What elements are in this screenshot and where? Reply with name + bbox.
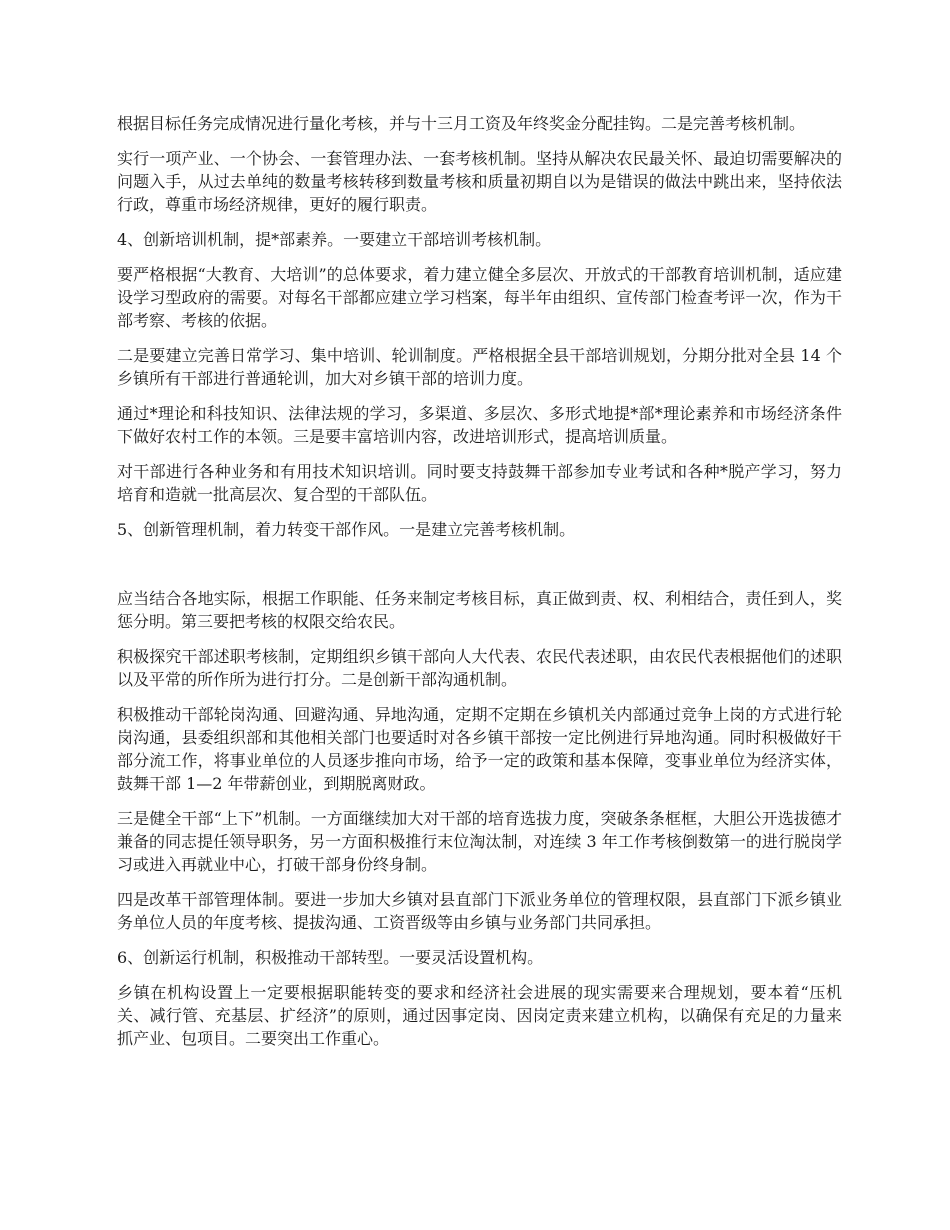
paragraph: 要严格根据“大教育、大培训”的总体要求，着力建立健全多层次、开放式的干部教育培训机制，适应建设学习型政府的需要。对每名干部都应建立学习档案，每半年由组织、宣传部门检查考评一次，作为干部考察、考核的依据。 <box>117 265 842 330</box>
paragraph: 实行一项产业、一个协会、一套管理办法、一套考核机制。坚持从解决农民最关怀、最迫切需要解决的问题入手，从过去单纯的数量考核转移到数量考核和质量初期自以为是错误的做法中跳出来，坚持依法行政，尊重市场经济规律，更好的履行职责。 <box>117 149 842 214</box>
section-heading: 6、创新运行机制，积极推动干部转型。一要灵活设置机构。 <box>117 948 544 967</box>
paragraph: 积极探究干部述职考核制，定期组织乡镇干部向人大代表、农民代表述职，由农民代表根据他们的述职以及平常的所作所为进行打分。二是创新干部沟通机制。 <box>117 647 842 689</box>
paragraph: 积极推动干部轮岗沟通、回避沟通、异地沟通，定期不定期在乡镇机关内部通过竞争上岗的方式进行轮岗沟通，县委组织部和其他相关部门也要适时对各乡镇干部按一定比例进行异地沟通。同时积极做好干部分流工作，将事业单位的人员逐步推向市场，给予一定的政策和基本保障，变事业单位为经济实体，鼓舞干部 1—2 年带薪创业，到期脱离财政。 <box>117 705 842 793</box>
paragraph: 四是改革干部管理体制。要进一步加大乡镇对县直部门下派业务单位的管理权限，县直部门下派乡镇业务单位人员的年度考核、提拔沟通、工资晋级等由乡镇与业务部门共同承担。 <box>117 890 842 932</box>
section-heading: 4、创新培训机制，提*部素养。一要建立干部培训考核机制。 <box>117 230 552 249</box>
paragraph: 对干部进行各种业务和有用技术知识培训。同时要支持鼓舞干部参加专业考试和各种*脱产学习，努力培育和造就一批高层次、复合型的干部队伍。 <box>117 462 842 504</box>
paragraph: 根据目标任务完成情况进行量化考核，并与十三月工资及年终奖金分配挂钩。二是完善考核机制。 <box>117 114 806 133</box>
section-heading: 5、创新管理机制，着力转变干部作风。一是建立完善考核机制。 <box>117 520 576 539</box>
paragraph: 二是要建立完善日常学习、集中培训、轮训制度。严格根据全县干部培训规划，分期分批对全县 14 个乡镇所有干部进行普通轮训，加大对乡镇干部的培训力度。 <box>117 346 842 388</box>
document-body <box>117 112 842 1062</box>
paragraph: 乡镇在机构设置上一定要根据职能转变的要求和经济社会进展的现实需要来合理规划，要本着“压机关、减行管、充基层、扩经济”的原则，通过因事定岗、因岗定责来建立机构，以确保有充足的力量来抓产业、包项目。二要突出工作重心。 <box>117 983 842 1048</box>
paragraph: 三是健全干部“上下”机制。一方面继续加大对干部的培育选拔力度，突破条条框框，大胆公开选拔德才兼备的同志提任领导职务，另一方面积极推行末位淘汰制，对连续 3 年工作考核倒数第一的进行脱岗学习或进入再就业中心，打破干部身份终身制。 <box>117 809 842 874</box>
paragraph: 应当结合各地实际，根据工作职能、任务来制定考核目标，真正做到责、权、利相结合，责任到人，奖惩分明。第三要把考核的权限交给农民。 <box>117 589 842 631</box>
paragraph: 通过*理论和科技知识、法律法规的学习，多渠道、多层次、多形式地提*部*理论素养和市场经济条件下做好农村工作的本领。三是要丰富培训内容，改进培训形式，提高培训质量。 <box>117 404 842 446</box>
